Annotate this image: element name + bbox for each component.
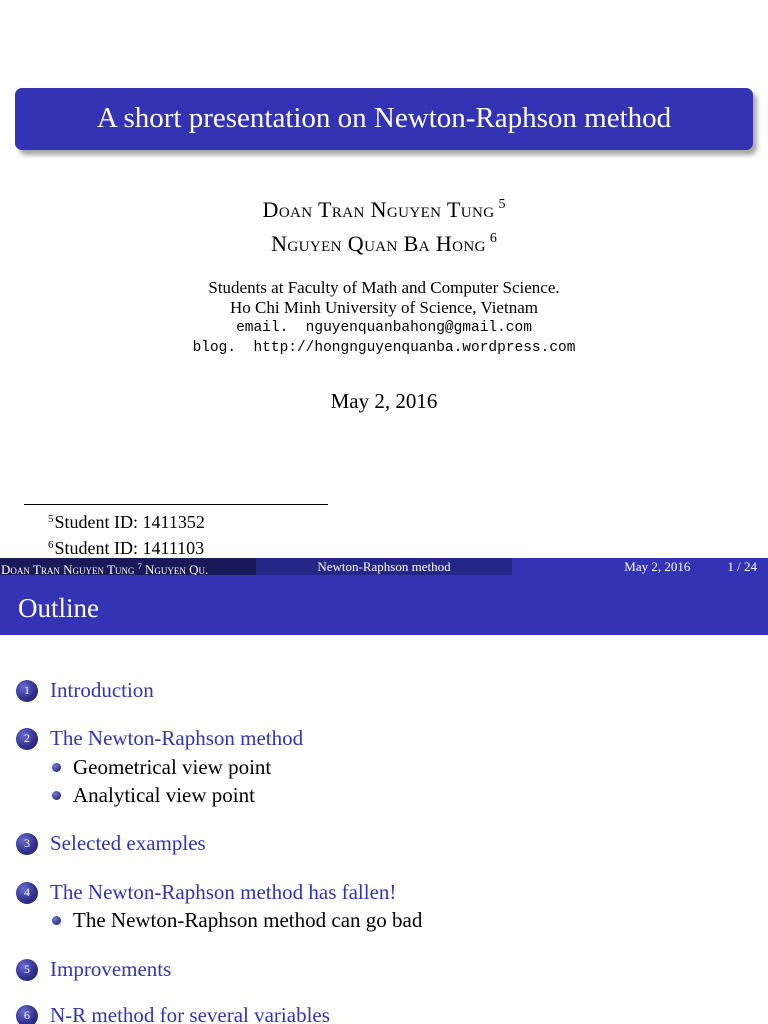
institute-line-2: Ho Chi Minh University of Science, Vietnam [230, 298, 538, 317]
footer-date-page [512, 558, 768, 575]
email-line: email. nguyenquanbahong@gmail.com [236, 320, 532, 336]
toc-section-label: N-R method for several variables [50, 1003, 330, 1024]
institute-block [0, 278, 768, 358]
toc-section-introduction[interactable] [16, 678, 154, 703]
toc-section-newton-raphson[interactable] [16, 726, 303, 751]
section-number-ball: 6 [16, 1005, 38, 1024]
toc-section-label: Improvements [50, 957, 172, 981]
toc-section-label: The Newton-Raphson method [50, 726, 304, 750]
toc-section-improvements[interactable] [16, 957, 171, 982]
footnote-1 [48, 508, 205, 534]
bullet-icon [52, 763, 61, 772]
presentation-date: May 2, 2016 [330, 389, 438, 413]
toc-subsection-label: Analytical view point [73, 783, 255, 807]
toc-subsection-analytical[interactable] [52, 783, 255, 808]
footnote-2-mark: 6 [48, 539, 54, 551]
footer-author-mark: 7 [137, 562, 142, 571]
toc-subsection-geometrical[interactable] [52, 755, 271, 780]
footnotes [48, 508, 205, 560]
footnote-2-text: Student ID: 1411103 [54, 538, 205, 558]
author-2-name: Nguyen Quan Ba Hong [271, 231, 486, 256]
footer-date: May 2, 2016 [624, 559, 691, 574]
blog-line: blog. http://hongnguyenquanba.wordpress.com [192, 340, 576, 356]
section-number-ball: 3 [16, 833, 38, 855]
bullet-icon [52, 916, 61, 925]
footer-author-tail: Nguyen Qu. [144, 562, 209, 575]
toc-subsection-label: The Newton-Raphson method can go bad [73, 908, 423, 932]
section-number-ball: 5 [16, 959, 38, 981]
toc-subsection-go-bad[interactable] [52, 908, 422, 933]
footnote-rule [24, 504, 328, 505]
footnote-1-mark: 5 [48, 513, 54, 525]
footer-title: Newton-Raphson method [256, 558, 512, 575]
footnote-1-text: Student ID: 1411352 [54, 512, 205, 532]
institute-line-1: Students at Faculty of Math and Computer Science. [208, 278, 560, 297]
author-2 [0, 224, 768, 258]
toc-section-several-variables[interactable] [16, 1003, 330, 1024]
section-number-ball: 2 [16, 728, 38, 750]
footnote-2 [48, 534, 205, 560]
slide-footer [0, 558, 768, 575]
toc-section-label: Selected examples [50, 831, 206, 855]
author-1-name: Doan Tran Nguyen Tung [262, 197, 495, 222]
section-number-ball: 4 [16, 882, 38, 904]
author-2-mark: 6 [489, 231, 497, 246]
authors-block [0, 190, 768, 258]
toc-subsection-label: Geometrical view point [73, 755, 272, 779]
toc-section-label: Introduction [50, 678, 154, 702]
footer-page-number: 1 / 24 [727, 559, 757, 574]
author-1-mark: 5 [498, 197, 506, 212]
toc-section-label: The Newton-Raphson method has fallen! [50, 880, 397, 904]
footer-author-name: Doan Tran Nguyen Tung [1, 562, 135, 575]
presentation-title: A short presentation on Newton-Raphson method [15, 88, 753, 150]
section-number-ball: 1 [16, 680, 38, 702]
bullet-icon [52, 791, 61, 800]
toc-section-examples[interactable] [16, 831, 206, 856]
footer-author [0, 558, 256, 575]
author-1 [0, 190, 768, 224]
outline-frametitle: Outline [0, 575, 768, 635]
toc-section-fallen[interactable] [16, 880, 396, 905]
